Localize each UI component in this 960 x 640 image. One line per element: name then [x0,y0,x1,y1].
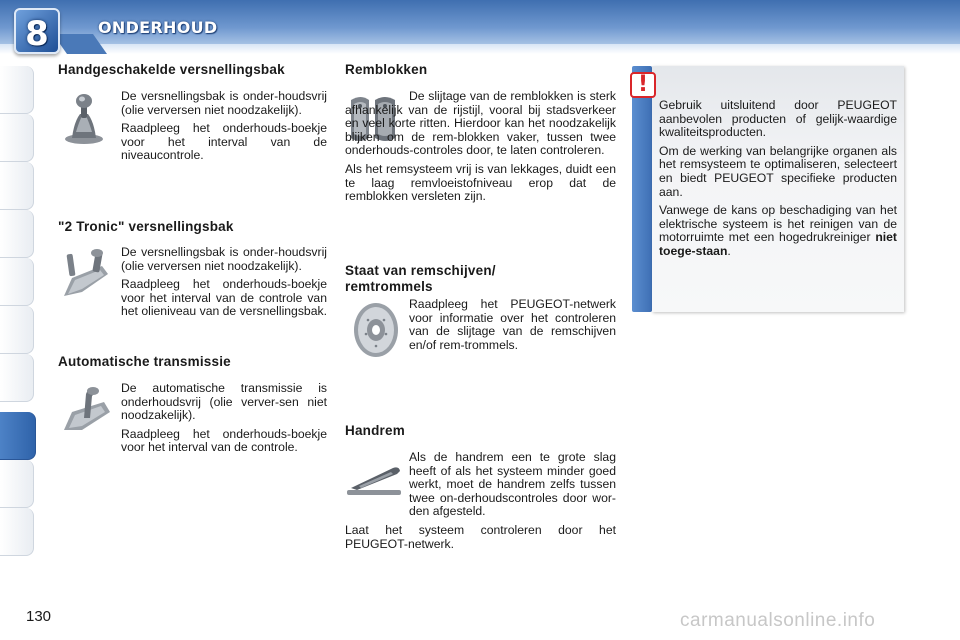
section-manual-gearbox [58,62,328,77]
paragraph: Als het remsysteem vrij is van lekkages, duidt een te laag remvloeistofniveau erop dat de remblokken versleten zijn. [345,161,616,204]
warning-paragraph-3-end: . [727,243,731,258]
header-divider [0,44,960,54]
tronic-gearbox-text [121,246,327,319]
section-title: "2 Tronic" versnellingsbak [58,219,234,234]
paragraph: Laat het systeem controleren door het PEUGEOT-netwerk. [345,522,616,551]
paragraph: Raadpleeg het PEUGEOT-netwerk voor informatie over het controleren van de slijtage van de remschijven en/of rem-trommels. [409,297,616,352]
warning-paragraph-1: Gebruik uitsluitend door PEUGEOT aanbevolen producten of gelijk-waardige kwaliteitsproducten. [659,98,897,140]
chapter-title: ONDERHOUD [98,18,218,37]
chapter-number: 8 [25,14,49,54]
section-automatic-transmission [58,354,328,369]
section-title: Handrem [345,423,405,438]
warning-paragraph-2: Om de werking van belangrijke organen als het remsysteem te optimaliseren, selecteert en biedt PEUGEOT specifieke producten aan. [659,143,897,199]
chapter-tab-4[interactable] [0,210,34,258]
tronic-gear-lever-icon [58,248,112,302]
brake-pads-text [345,90,616,204]
page-number: 130 [26,608,52,625]
section-brake-discs [345,263,575,295]
brake-discs-text [409,298,616,352]
warning-accent-bar [632,66,652,312]
manual-gearbox-text [121,90,327,163]
warning-paragraph-3-text: Vanwege de kans op beschadiging van het elektrische systeem is het reinigen van de motorruimte met een hogedrukreiniger [659,203,897,245]
chapter-tab-9[interactable] [0,460,34,508]
exclamation-warning-icon: ! [630,72,656,98]
section-title: Handgeschakelde versnellingsbak [58,62,285,77]
chapter-tab-6[interactable] [0,306,34,354]
chapter-badge [14,8,60,54]
chapter-tab-5[interactable] [0,258,34,306]
chapter-tab-1[interactable] [0,66,34,114]
paragraph: Raadpleeg het onderhouds-boekje voor het interval van de niveaucontrole. [121,121,327,163]
section-title: Automatische transmissie [58,354,231,369]
chapter-tab-strip [0,66,34,576]
watermark: carmanualsonline.info [680,610,876,631]
paragraph: De slijtage van de remblokken is sterk afhankelijk van de rijstijl, vooral bij stadsverkeer en veel korte ritten. Hierdoor kan het noodzakelijk blijken om de rem-blokken vaker, tussen twee onderhouds-controles door, te laten controleren. [345,89,616,158]
warning-emphasis: niet toege-staan [659,230,897,258]
paragraph: De automatische transmissie is onderhoudsvrij (olie verver-sen niet noodzakelijk). [121,381,327,423]
chapter-tab-7[interactable] [0,354,34,402]
section-title: Remblokken [345,62,428,77]
warning-paragraph-3 [659,204,897,258]
chapter-tab-8-active[interactable] [0,412,36,460]
brake-disc-icon [348,300,404,360]
automatic-gear-lever-icon [60,384,112,438]
paragraph: De versnellingsbak is onder-houdsvrij (olie verversen niet noodzakelijk). [121,89,327,117]
section-title: Staat van remschijven/ remtrommels [345,263,496,294]
paragraph: De versnellingsbak is onder-houdsvrij (olie verversen niet noodzakelijk). [121,245,327,273]
paragraph: Raadpleeg het onderhouds-boekje voor het interval van de controle. [121,426,327,455]
paragraph: Als de handrem een te grote slag heeft of als het systeem minder goed werkt, moet de handrem zelfs tussen twee on-derhoudscontroles door wor-den afgesteld. [409,450,616,519]
handbrake-text [345,451,616,551]
paragraph: Raadpleeg het onderhouds-boekje voor het interval van de controle van het olieniveau van de versnellingsbak. [121,277,327,319]
manual-gearshift-icon [60,92,108,146]
automatic-transmission-text [121,382,327,455]
section-brake-pads [345,62,617,77]
warning-text [659,99,897,259]
section-handbrake [345,423,617,438]
chapter-tab-10[interactable] [0,508,34,556]
chapter-tab-3[interactable] [0,162,34,210]
chapter-tab-2[interactable] [0,114,34,162]
section-2tronic-gearbox [58,219,328,234]
